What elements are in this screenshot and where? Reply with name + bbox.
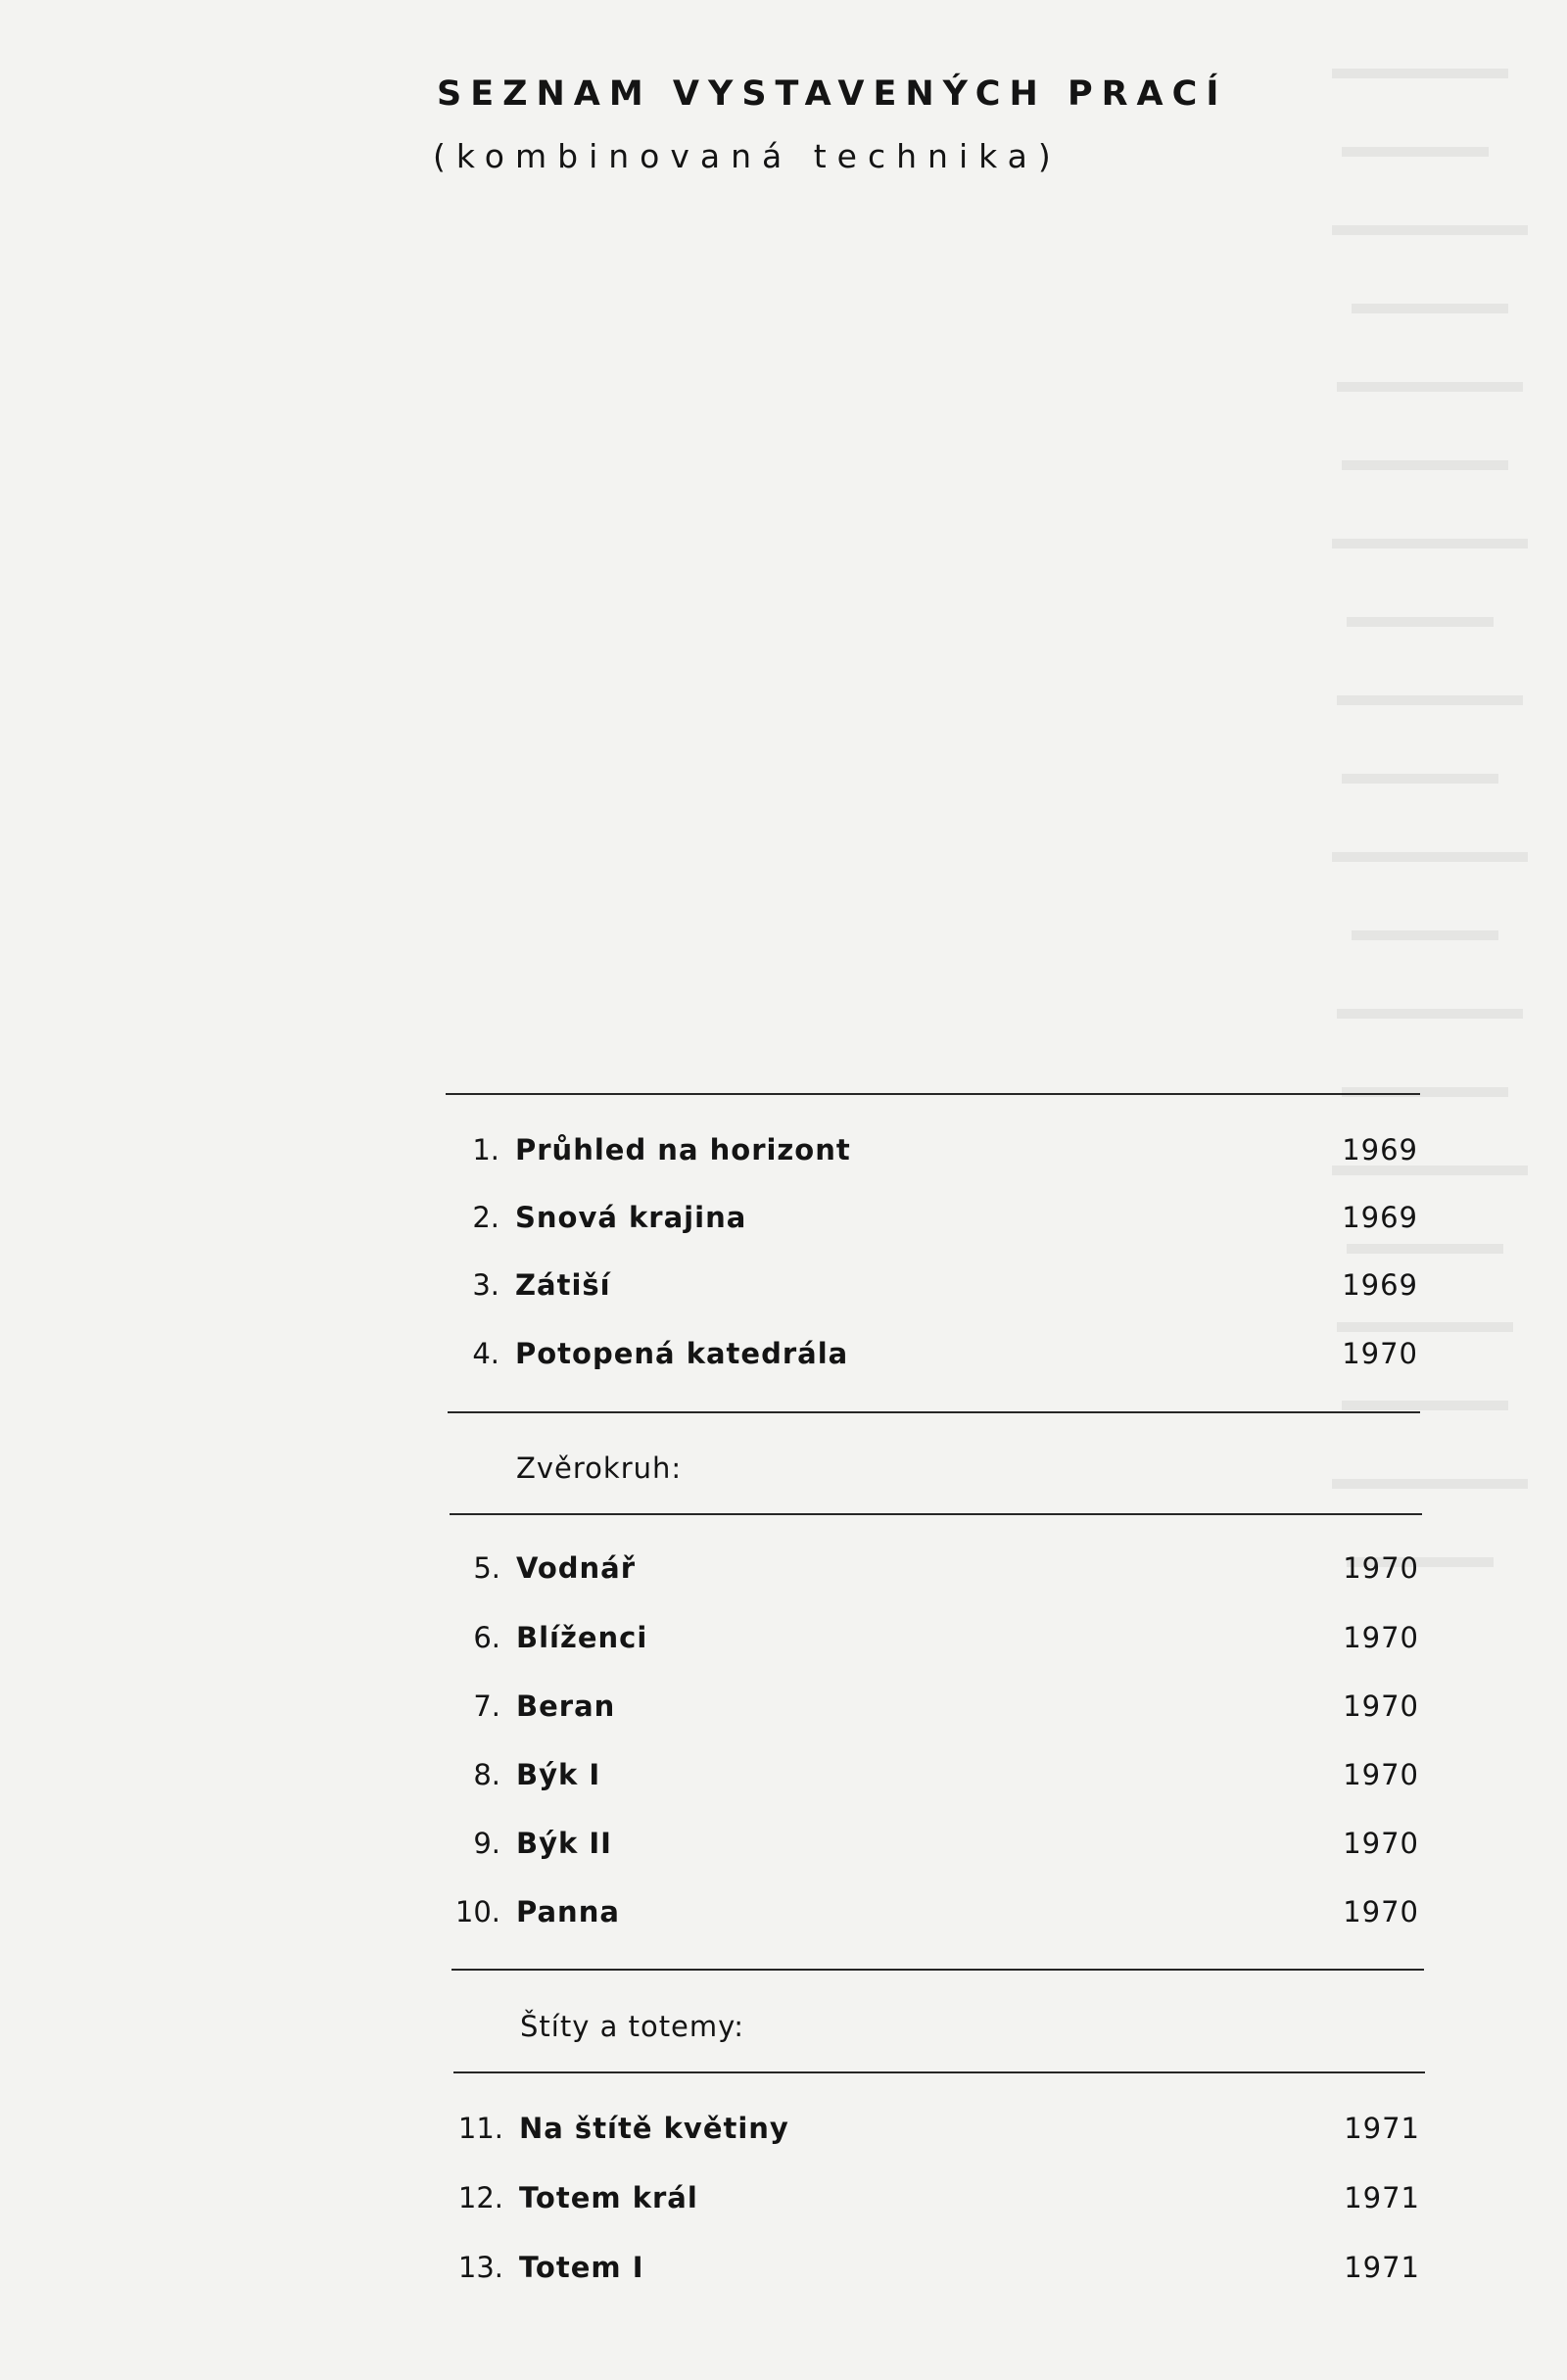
page-subtitle: (kombinovaná technika): [433, 137, 1062, 175]
catalog-entry: [457, 2109, 1420, 2148]
section-label-stity-a-totemy: Štíty a totemy:: [520, 2010, 744, 2043]
entry-title: Blíženci: [516, 1621, 648, 1654]
catalog-entry: [461, 1824, 1419, 1863]
divider: [453, 2071, 1425, 2073]
entry-title: Panna: [516, 1895, 620, 1928]
catalog-entry: [460, 1130, 1418, 1169]
entry-title: Beran: [516, 1690, 616, 1723]
catalog-entry: [460, 1265, 1418, 1305]
entry-year: 1971: [1344, 2181, 1420, 2214]
entry-year: 1969: [1342, 1201, 1418, 1234]
show-through-texture: [1097, 39, 1557, 1802]
entry-year: 1970: [1343, 1758, 1419, 1791]
divider: [451, 1969, 1424, 1971]
entry-number: 6.: [473, 1621, 500, 1654]
entry-title: Snová krajina: [515, 1201, 747, 1234]
entry-number: 5.: [473, 1551, 500, 1585]
catalog-entry: [461, 1618, 1419, 1657]
entry-number: 11.: [457, 2112, 503, 2145]
entry-year: 1970: [1343, 1895, 1419, 1928]
catalog-entry: [461, 1755, 1419, 1794]
entry-number: 9.: [473, 1827, 500, 1860]
page-title: SEZNAM VYSTAVENÝCH PRACÍ: [437, 74, 1228, 114]
entry-year: 1970: [1343, 1551, 1419, 1585]
entry-year: 1969: [1342, 1133, 1418, 1166]
entry-number: 3.: [472, 1268, 499, 1302]
catalog-entry: [457, 2248, 1420, 2287]
entry-year: 1970: [1343, 1621, 1419, 1654]
catalog-entry: [461, 1548, 1419, 1588]
entry-year: 1971: [1344, 2251, 1420, 2284]
entry-number: 8.: [473, 1758, 500, 1791]
entry-title: Zátiší: [515, 1268, 611, 1302]
entry-title: Potopená katedrála: [515, 1337, 849, 1370]
entry-title: Býk I: [516, 1758, 601, 1791]
catalog-entry: [461, 1687, 1419, 1726]
divider-top: [446, 1093, 1420, 1095]
section-label-zverokruh: Zvěrokruh:: [516, 1452, 683, 1485]
entry-title: Na štítě květiny: [519, 2112, 789, 2145]
divider: [448, 1411, 1420, 1413]
entry-year: 1970: [1342, 1337, 1418, 1370]
entry-title: Průhled na horizont: [515, 1133, 851, 1166]
entry-number: 12.: [457, 2181, 503, 2214]
entry-number: 4.: [472, 1337, 499, 1370]
catalog-entry: [457, 2178, 1420, 2217]
entry-year: 1969: [1342, 1268, 1418, 1302]
catalog-entry: [460, 1334, 1418, 1373]
entry-year: 1970: [1343, 1827, 1419, 1860]
entry-number: 1.: [472, 1133, 499, 1166]
entry-title: Totem I: [519, 2251, 644, 2284]
entry-number: 2.: [472, 1201, 499, 1234]
divider: [450, 1513, 1422, 1515]
entry-number: 10.: [454, 1895, 500, 1928]
entry-title: Vodnář: [516, 1551, 637, 1585]
entry-year: 1971: [1344, 2112, 1420, 2145]
catalog-entry: [460, 1198, 1418, 1237]
entry-number: 7.: [473, 1690, 500, 1723]
entry-title: Býk II: [516, 1827, 612, 1860]
entry-title: Totem král: [519, 2181, 698, 2214]
catalog-entry: [454, 1892, 1419, 1931]
entry-number: 13.: [457, 2251, 503, 2284]
entry-year: 1970: [1343, 1690, 1419, 1723]
